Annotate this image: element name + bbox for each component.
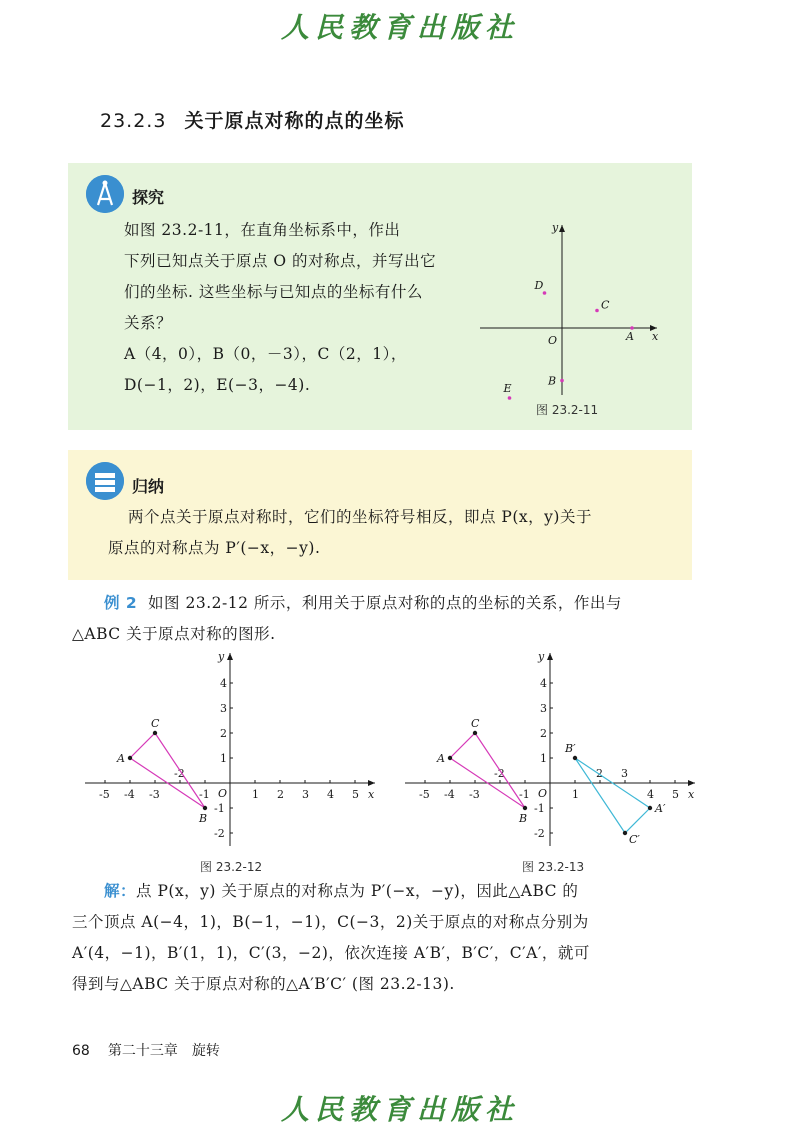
vertex-label: C (151, 717, 160, 730)
chapter-name: 第二十三章 旋转 (107, 1043, 220, 1059)
y-tick-label: 3 (540, 702, 547, 715)
vertex-C′ (623, 831, 627, 835)
triangle-ABC (130, 733, 205, 808)
explore-box (68, 163, 692, 430)
vertex-C (153, 731, 157, 735)
vertex-C (473, 731, 477, 735)
x-axis-label: x (368, 788, 375, 801)
x-tick-label: -1 (199, 788, 210, 801)
y-tick-label: 2 (220, 727, 227, 740)
summary-box (68, 450, 692, 580)
compass-icon (86, 175, 124, 213)
x-tick-label: -5 (419, 788, 430, 801)
y-tick-label: 1 (540, 752, 547, 765)
example-line: △ABC 关于原点对称的图形. (72, 625, 276, 643)
x-axis-label: x (688, 788, 695, 801)
x-tick-label: -2 (174, 767, 185, 780)
figure-23-2-12 (80, 648, 380, 848)
point-label-C: C (601, 298, 610, 312)
x-tick-label: 1 (252, 788, 259, 801)
section-number: 23.2.3 (100, 110, 167, 132)
solution (72, 876, 702, 1000)
vertex-A′ (648, 806, 652, 810)
y-axis-label: y (218, 650, 225, 663)
x-tick-label: -4 (444, 788, 455, 801)
y-tick-label: -2 (534, 827, 545, 840)
triangle-ABC (450, 733, 525, 808)
explore-line: 如图 23.2-11，在直角坐标系中，作出 (124, 221, 401, 239)
section-title-text: 关于原点对称的点的坐标 (184, 110, 405, 132)
solution-line: 点 P(x，y) 关于原点的对称点为 P′(−x，−y)，因此△ABC 的 (136, 882, 579, 900)
y-tick-label: 4 (220, 677, 227, 690)
vertex-label: C (471, 717, 480, 730)
point-label-D: D (534, 279, 544, 292)
summary-line: 两个点关于原点对称时，它们的坐标符号相反，即点 P(x，y)关于 (128, 508, 592, 526)
x-axis-label: x (652, 330, 659, 343)
solution-label: 解： (104, 882, 137, 900)
explore-heading: 探究 (132, 188, 165, 207)
x-tick-label: -3 (149, 788, 160, 801)
x-tick-label: -4 (124, 788, 135, 801)
vertex-B (203, 806, 207, 810)
solution-line: 三个顶点 A(−4，1)，B(−1，−1)，C(−3，2)关于原点的对称点分别为 (72, 913, 589, 931)
x-tick-label: 2 (596, 767, 603, 780)
vertex-B′ (573, 756, 577, 760)
vertex-label: B (519, 812, 528, 825)
y-axis-arrow (559, 225, 565, 232)
example-line: 如图 23.2-12 所示，利用关于原点对称的点的坐标的关系，作出与 (148, 594, 622, 612)
explore-line: 关系？ (124, 314, 173, 332)
page-number: 68 (72, 1043, 90, 1059)
section-title (100, 106, 404, 133)
page-footer (72, 1040, 220, 1060)
publisher-logo-bottom: 人民教育出版社 (280, 1093, 519, 1126)
x-tick-label: 1 (572, 788, 579, 801)
example-2 (72, 588, 702, 650)
x-tick-label: -5 (99, 788, 110, 801)
y-tick-label: -1 (534, 802, 545, 815)
origin-label: O (538, 787, 548, 800)
y-tick-label: -1 (214, 802, 225, 815)
summary-text (108, 502, 688, 564)
point-label-A: A (626, 330, 634, 343)
summary-line: 原点的对称点为 P′(−x，−y). (108, 539, 321, 557)
explore-line: 下列已知点关于原点 O 的对称点，并写出它 (124, 252, 437, 270)
figure-23-2-13 (400, 648, 700, 848)
y-tick-label: -2 (214, 827, 225, 840)
y-tick-label: 1 (220, 752, 227, 765)
explore-points-line: A（4，0），B（0，－3），C（2，1）， (124, 345, 407, 363)
vertex-label: A′ (655, 802, 666, 815)
figure-caption-13: 图 23.2-13 (522, 860, 585, 874)
point-E (508, 396, 512, 400)
explore-points-line: D(−1，2)，E(−3，−4). (124, 376, 311, 394)
y-tick-label: 2 (540, 727, 547, 740)
figure-caption-11: 图 23.2-11 (536, 403, 599, 417)
summary-heading: 归纳 (132, 477, 165, 496)
point-B (560, 379, 564, 383)
x-tick-label: -1 (519, 788, 530, 801)
x-tick-label: 2 (277, 788, 284, 801)
vertex-label: B′ (565, 742, 576, 755)
books-icon (86, 462, 124, 500)
publisher-logo-top: 人民教育出版社 (280, 11, 519, 44)
y-axis-arrow (227, 653, 233, 660)
explore-line: 们的坐标. 这些坐标与已知点的坐标有什么 (124, 283, 423, 301)
y-axis-arrow (547, 653, 553, 660)
point-label-E: E (503, 382, 512, 395)
y-axis-label: y (538, 650, 545, 663)
y-axis-label: y (552, 221, 559, 234)
figure-23-2-11 (472, 215, 672, 400)
origin-label: O (218, 787, 228, 800)
x-tick-label: -2 (494, 767, 505, 780)
vertex-label: C′ (629, 833, 640, 846)
explore-text (124, 215, 464, 401)
vertex-label: A (117, 752, 125, 765)
vertex-A (128, 756, 132, 760)
triangle-A′B′C′ (575, 758, 650, 833)
example-label: 例 2 (104, 594, 138, 612)
y-tick-label: 3 (220, 702, 227, 715)
point-label-B: B (548, 374, 557, 388)
vertex-A (448, 756, 452, 760)
vertex-B (523, 806, 527, 810)
figure-caption-12: 图 23.2-12 (200, 860, 263, 874)
x-tick-label: 4 (327, 788, 334, 801)
origin-label: O (548, 334, 558, 347)
x-tick-label: 4 (647, 788, 654, 801)
x-axis-arrow (368, 780, 375, 786)
x-tick-label: 3 (302, 788, 309, 801)
solution-line: A′(4，−1)，B′(1，1)，C′(3，−2)，依次连接 A′B′，B′C′，C′A′，就可 (72, 944, 590, 962)
solution-line: 得到与△ABC 关于原点对称的△A′B′C′ (图 23.2-13). (72, 975, 455, 993)
x-tick-label: 5 (672, 788, 679, 801)
x-tick-label: -3 (469, 788, 480, 801)
point-C (595, 309, 599, 313)
x-tick-label: 5 (352, 788, 359, 801)
vertex-label: B (199, 812, 208, 825)
x-axis-arrow (688, 780, 695, 786)
y-tick-label: 4 (540, 677, 547, 690)
x-tick-label: 3 (621, 767, 628, 780)
vertex-label: A (437, 752, 445, 765)
